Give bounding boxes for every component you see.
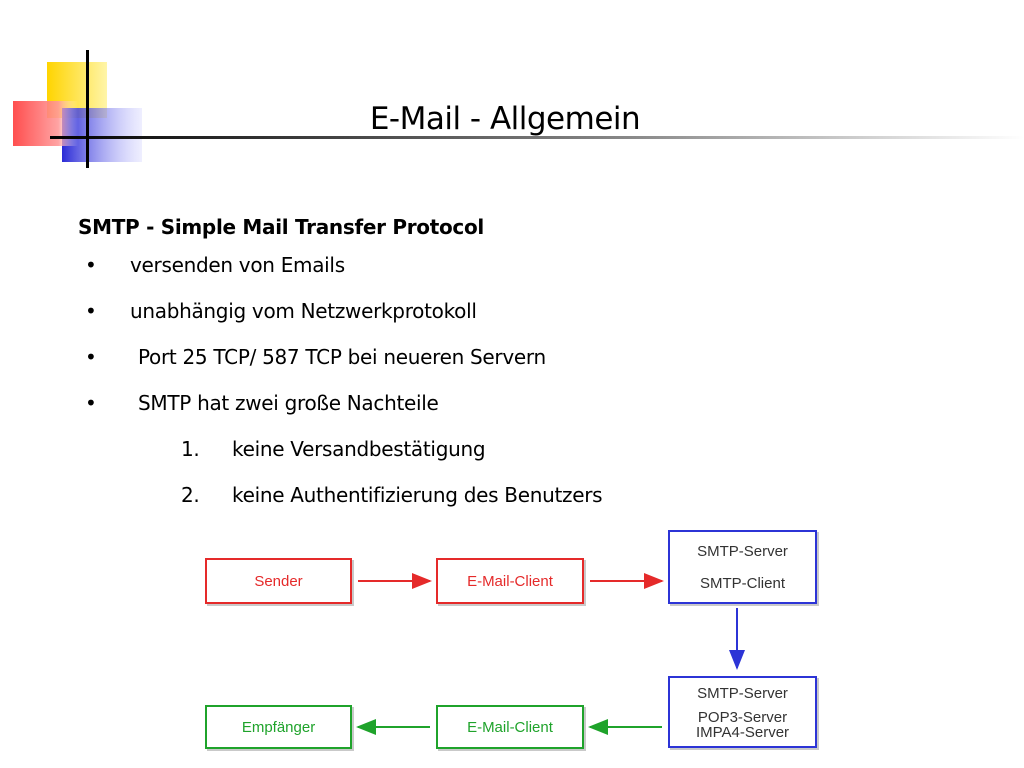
server-label: IMPA4-Server: [695, 723, 790, 741]
item-text: keine Authentifizierung des Benutzers: [232, 483, 603, 507]
item-number: 1.: [181, 437, 200, 461]
slide-title: E-Mail - Allgemein: [369, 101, 641, 137]
bullet-text: SMTP hat zwei große Nachteile: [138, 391, 439, 415]
bullet-icon: •: [85, 345, 97, 369]
server-label: POP3-Server: [697, 708, 788, 726]
sender-box: Sender: [205, 558, 352, 604]
bullet-text: unabhängig vom Netzwerkprotokoll: [130, 299, 477, 323]
section-heading: SMTP - Simple Mail Transfer Protocol: [78, 215, 484, 239]
smtp-server-top-box: [668, 530, 817, 604]
smtp-server-bottom-box: [668, 676, 817, 748]
bullet-icon: •: [85, 391, 97, 415]
server-label: SMTP-Server: [697, 684, 788, 702]
bullet-icon: •: [85, 253, 97, 277]
bullet-icon: •: [85, 299, 97, 323]
server-label: SMTP-Client: [699, 574, 785, 592]
email-client-bottom-box: E-Mail-Client: [436, 705, 584, 749]
receiver-box: Empfänger: [205, 705, 352, 749]
server-label: SMTP-Server: [697, 542, 788, 560]
item-text: keine Versandbestätigung: [232, 437, 486, 461]
email-client-top-box: E-Mail-Client: [436, 558, 584, 604]
bullet-text: versenden von Emails: [130, 253, 345, 277]
bullet-text: Port 25 TCP/ 587 TCP bei neueren Servern: [138, 345, 546, 369]
item-number: 2.: [181, 483, 200, 507]
